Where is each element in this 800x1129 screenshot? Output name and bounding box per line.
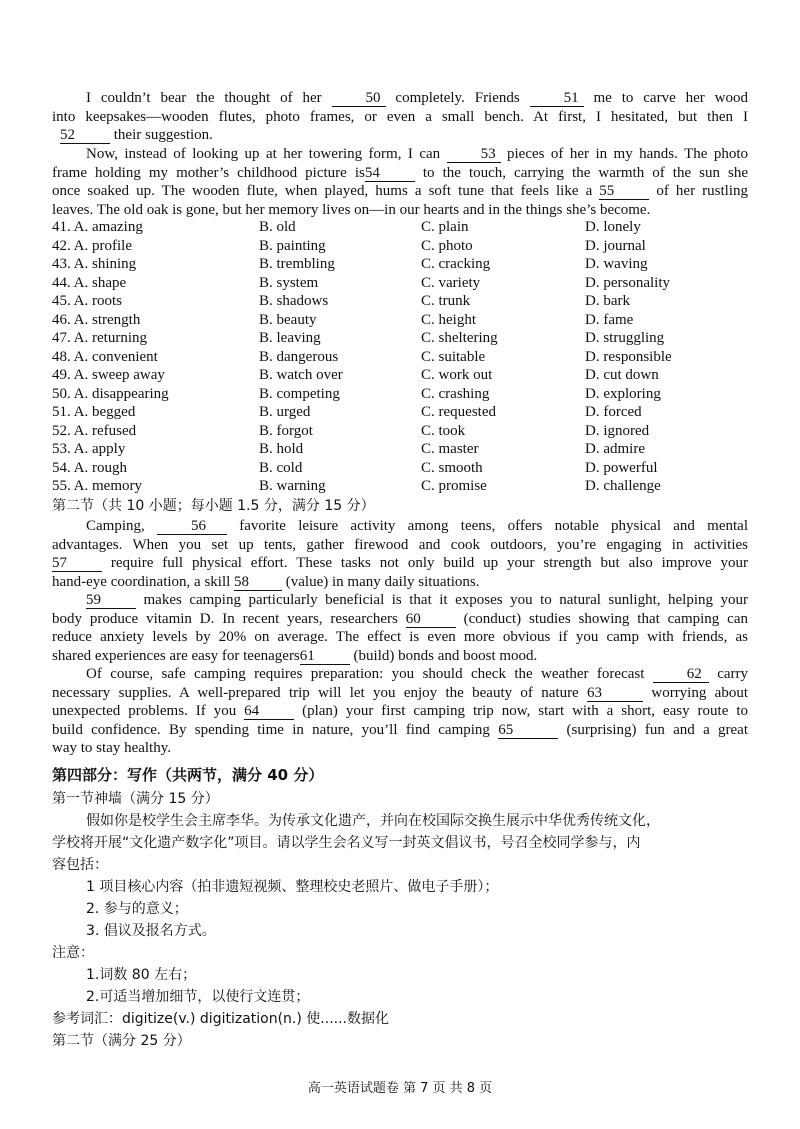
text-segment: completely. Friends: [385, 90, 530, 106]
option-choice: C. photo: [421, 237, 473, 254]
blank-64: 64: [244, 703, 294, 720]
option-choice: C. sheltering: [421, 330, 498, 346]
option-choice: C. took: [421, 422, 466, 439]
text-line: leaves. The old oak is gone, but her memory lives on—in our hearts and in the things she’s become.: [52, 201, 651, 218]
section2-heading: 第二节（共 10 小题；每小题 1.5 分，满分 15 分）: [52, 498, 375, 514]
text-segment: Now, instead of looking up at her towering form, I can: [86, 146, 447, 162]
option-choice: D. exploring: [585, 385, 661, 402]
blank-56: 56: [157, 518, 227, 535]
text-segment: (conduct) studies showing that camping can: [455, 610, 748, 627]
option-row: [52, 329, 752, 348]
part4-heading: 第四部分：写作（共两节，满分 40 分）: [52, 766, 324, 784]
text-segment: body produce vitamin D. In recent years, researchers: [52, 610, 406, 627]
text-line: advantages. When you set up tents, gather firewood and cook outdoors, you’re engaging in activities: [52, 536, 748, 553]
option-choice: D. fame: [585, 311, 634, 328]
option-choice: 42. A. profile: [52, 237, 132, 254]
text-line: [52, 164, 748, 183]
option-choice: D. cut down: [585, 367, 659, 383]
text-segment: (value) in many daily situations.: [282, 573, 480, 590]
blank-61: 61: [300, 648, 350, 665]
page-footer: 高一英语试题卷 第 7 页 共 8 页: [307, 1081, 493, 1096]
option-choice: B. warning: [259, 478, 326, 494]
blank-65: 65: [498, 722, 558, 739]
reference-vocabulary: 参考词汇：digitize(v.) digitization(n.) 使......数据化: [52, 1011, 389, 1027]
option-row: [52, 459, 752, 478]
text-line: [52, 126, 748, 145]
option-choice: 48. A. convenient: [52, 348, 158, 365]
text-segment: (surprising) fun and a great: [558, 721, 749, 738]
blank-53: 53: [447, 146, 501, 163]
blank-60: 60: [406, 611, 456, 628]
text-segment: build confidence. By spending time in nature, you’ll find camping: [52, 721, 499, 738]
option-choice: 44. A. shape: [52, 274, 127, 291]
option-row: [52, 422, 752, 441]
text-segment: favorite leisure activity among teens, offers notable physical and mental: [227, 518, 748, 534]
text-line: [52, 182, 748, 201]
text-segment: frame holding my mother’s childhood picture is: [52, 164, 365, 181]
option-choice: C. variety: [421, 274, 481, 291]
text-line: [52, 517, 748, 536]
writing-prompt-line: 学校将开展“文化遗产数字化”项目。请以学生会名义写一封英文倡议书，号召全校同学参与，内: [52, 835, 641, 851]
blank-57: 57: [52, 555, 102, 572]
option-choice: D. forced: [585, 404, 642, 420]
option-choice: C. work out: [421, 367, 493, 383]
option-choice: 51. A. begged: [52, 404, 136, 420]
passage2-paragraph1: [52, 517, 748, 591]
option-choice: C. promise: [421, 478, 487, 494]
option-choice: B. forgot: [259, 422, 313, 439]
option-choice: C. crashing: [421, 385, 490, 402]
option-choice: 41. A. amazing: [52, 219, 143, 235]
option-choice: D. lonely: [585, 219, 641, 235]
blank-54: 54: [365, 165, 415, 182]
option-choice: D. personality: [585, 274, 670, 291]
option-choice: B. hold: [259, 441, 304, 457]
blank-58: 58: [234, 574, 282, 591]
option-choice: B. beauty: [259, 311, 317, 328]
text-segment: worrying about: [643, 684, 748, 701]
writing-point: 3. 倡议及报名方式。: [86, 923, 216, 939]
text-line: [52, 591, 748, 610]
text-segment: hand-eye coordination, a skill: [52, 573, 235, 590]
option-choice: C. master: [421, 441, 479, 457]
option-choice: D. powerful: [585, 459, 658, 476]
text-segment: Of course, safe camping requires preparation: you should check the weather forecast: [86, 666, 653, 682]
passage2-paragraph2: [52, 591, 748, 665]
option-choice: B. leaving: [259, 330, 321, 346]
text-line: [52, 702, 748, 721]
option-choice: D. journal: [585, 237, 646, 254]
option-choice: 53. A. apply: [52, 441, 126, 457]
text-segment: carry: [708, 666, 748, 682]
option-choice: 46. A. strength: [52, 311, 141, 328]
text-segment: shared experiences are easy for teenagers: [52, 647, 300, 664]
option-row: [52, 385, 752, 404]
option-row: [52, 440, 752, 459]
option-row: [52, 255, 752, 274]
option-choice: C. height: [421, 311, 476, 328]
option-choice: B. cold: [259, 459, 303, 476]
text-segment: of her rustling: [649, 183, 748, 199]
option-row: [52, 274, 752, 293]
writing-prompt-line: 容包括：: [52, 857, 108, 873]
option-choice: C. cracking: [421, 256, 491, 272]
option-choice: D. responsible: [585, 348, 672, 365]
option-choice: C. smooth: [421, 459, 483, 476]
text-segment: I couldn’t bear the thought of her: [86, 90, 332, 106]
option-choice: B. urged: [259, 404, 311, 420]
text-line: [52, 89, 748, 108]
option-choice: B. system: [259, 274, 319, 291]
blank-63: 63: [587, 685, 643, 702]
option-choice: 43. A. shining: [52, 256, 137, 272]
option-choice: C. trunk: [421, 293, 471, 309]
text-line: [52, 610, 748, 629]
option-choice: B. painting: [259, 237, 326, 254]
option-row: [52, 292, 752, 311]
option-row: [52, 218, 752, 237]
text-segment: to the touch, carrying the warmth of the sun she: [414, 164, 749, 181]
options-list: [52, 218, 752, 496]
option-choice: 47. A. returning: [52, 330, 147, 346]
option-row: [52, 366, 752, 385]
text-line: [52, 647, 748, 666]
text-line: way to stay healthy.: [52, 740, 171, 756]
writing-point: 1 项目核心内容（拍非遗短视频、整理校史老照片、做电子手册）；: [86, 879, 499, 895]
text-line: reduce anxiety levels by 20% on average. The effect is even more obvious if you camp with friends, as: [52, 629, 748, 645]
option-choice: D. waving: [585, 256, 648, 272]
option-choice: D. challenge: [585, 478, 661, 494]
text-segment: once soaked up. The wooden flute, when played, hums a soft tune that feels like a: [52, 183, 600, 199]
option-row: [52, 311, 752, 330]
option-choice: D. ignored: [585, 422, 650, 439]
writing-section1-heading: 第一节神墙（满分 15 分）: [52, 791, 219, 807]
option-choice: C. requested: [421, 404, 496, 420]
option-choice: D. admire: [585, 441, 645, 457]
option-choice: B. competing: [259, 385, 340, 402]
text-line: [52, 145, 748, 164]
option-choice: B. watch over: [259, 367, 343, 383]
text-segment: (build) bonds and boost mood.: [349, 647, 538, 664]
text-line: [52, 573, 748, 592]
blank-59: 59: [86, 592, 136, 609]
blank-55: 55: [599, 183, 649, 200]
text-segment: me to carve her wood: [583, 90, 748, 106]
option-choice: B. shadows: [259, 293, 329, 309]
text-line: [52, 684, 748, 703]
passage2-paragraph3: [52, 665, 748, 758]
passage1-paragraph1: [52, 89, 748, 145]
note-item: 1.词数 80 左右；: [86, 967, 197, 983]
writing-point: 2. 参与的意义；: [86, 901, 188, 917]
writing-prompt-line: 假如你是校学生会主席李华。为传承文化遗产，并向在校国际交换生展示中华优秀传统文化，: [86, 813, 660, 829]
blank-62: 62: [653, 666, 709, 683]
text-segment: pieces of her in my hands. The photo: [500, 146, 748, 162]
text-segment: unexpected problems. If you: [52, 703, 245, 719]
option-choice: B. dangerous: [259, 348, 339, 365]
text-line: [52, 554, 748, 573]
option-choice: D. bark: [585, 293, 630, 309]
option-row: [52, 403, 752, 422]
note-item: 2.可适当增加细节，以使行文连贯；: [86, 989, 310, 1005]
text-segment: (plan) your first camping trip now, start with a short, easy route to: [294, 703, 748, 719]
option-choice: 50. A. disappearing: [52, 385, 169, 402]
text-line: [52, 665, 748, 684]
text-segment: Camping,: [86, 518, 158, 534]
option-choice: 45. A. roots: [52, 293, 123, 309]
option-choice: 49. A. sweep away: [52, 367, 165, 383]
blank-50: 50: [332, 90, 386, 107]
note-heading: 注意：: [52, 945, 94, 961]
option-row: [52, 237, 752, 256]
option-choice: B. old: [259, 219, 296, 235]
option-row: [52, 477, 752, 496]
text-line: into keepsakes—wooden flutes, photo frames, or even a small bench. At first, I hesitated, but then I: [52, 108, 748, 125]
option-choice: C. plain: [421, 219, 469, 235]
text-segment: necessary supplies. A well-prepared trip will let you enjoy the beauty of nature: [52, 684, 588, 701]
blank-52: 52: [60, 127, 110, 144]
writing-section2-heading: 第二节（满分 25 分）: [52, 1033, 191, 1049]
option-choice: 52. A. refused: [52, 422, 137, 439]
option-choice: B. trembling: [259, 256, 335, 272]
option-choice: 55. A. memory: [52, 478, 142, 494]
text-segment: require full physical effort. These tasks not only build up your strength but also improve your: [102, 555, 748, 571]
passage1-paragraph2: [52, 145, 748, 219]
text-segment: makes camping particularly beneficial is that it exposes you to natural sunlight, helping your: [136, 592, 748, 608]
text-line: [52, 721, 748, 740]
option-row: [52, 348, 752, 367]
option-choice: 54. A. rough: [52, 459, 127, 476]
option-choice: C. suitable: [421, 348, 486, 365]
blank-51: 51: [530, 90, 584, 107]
option-choice: D. struggling: [585, 330, 665, 346]
text-segment: their suggestion.: [110, 127, 213, 143]
